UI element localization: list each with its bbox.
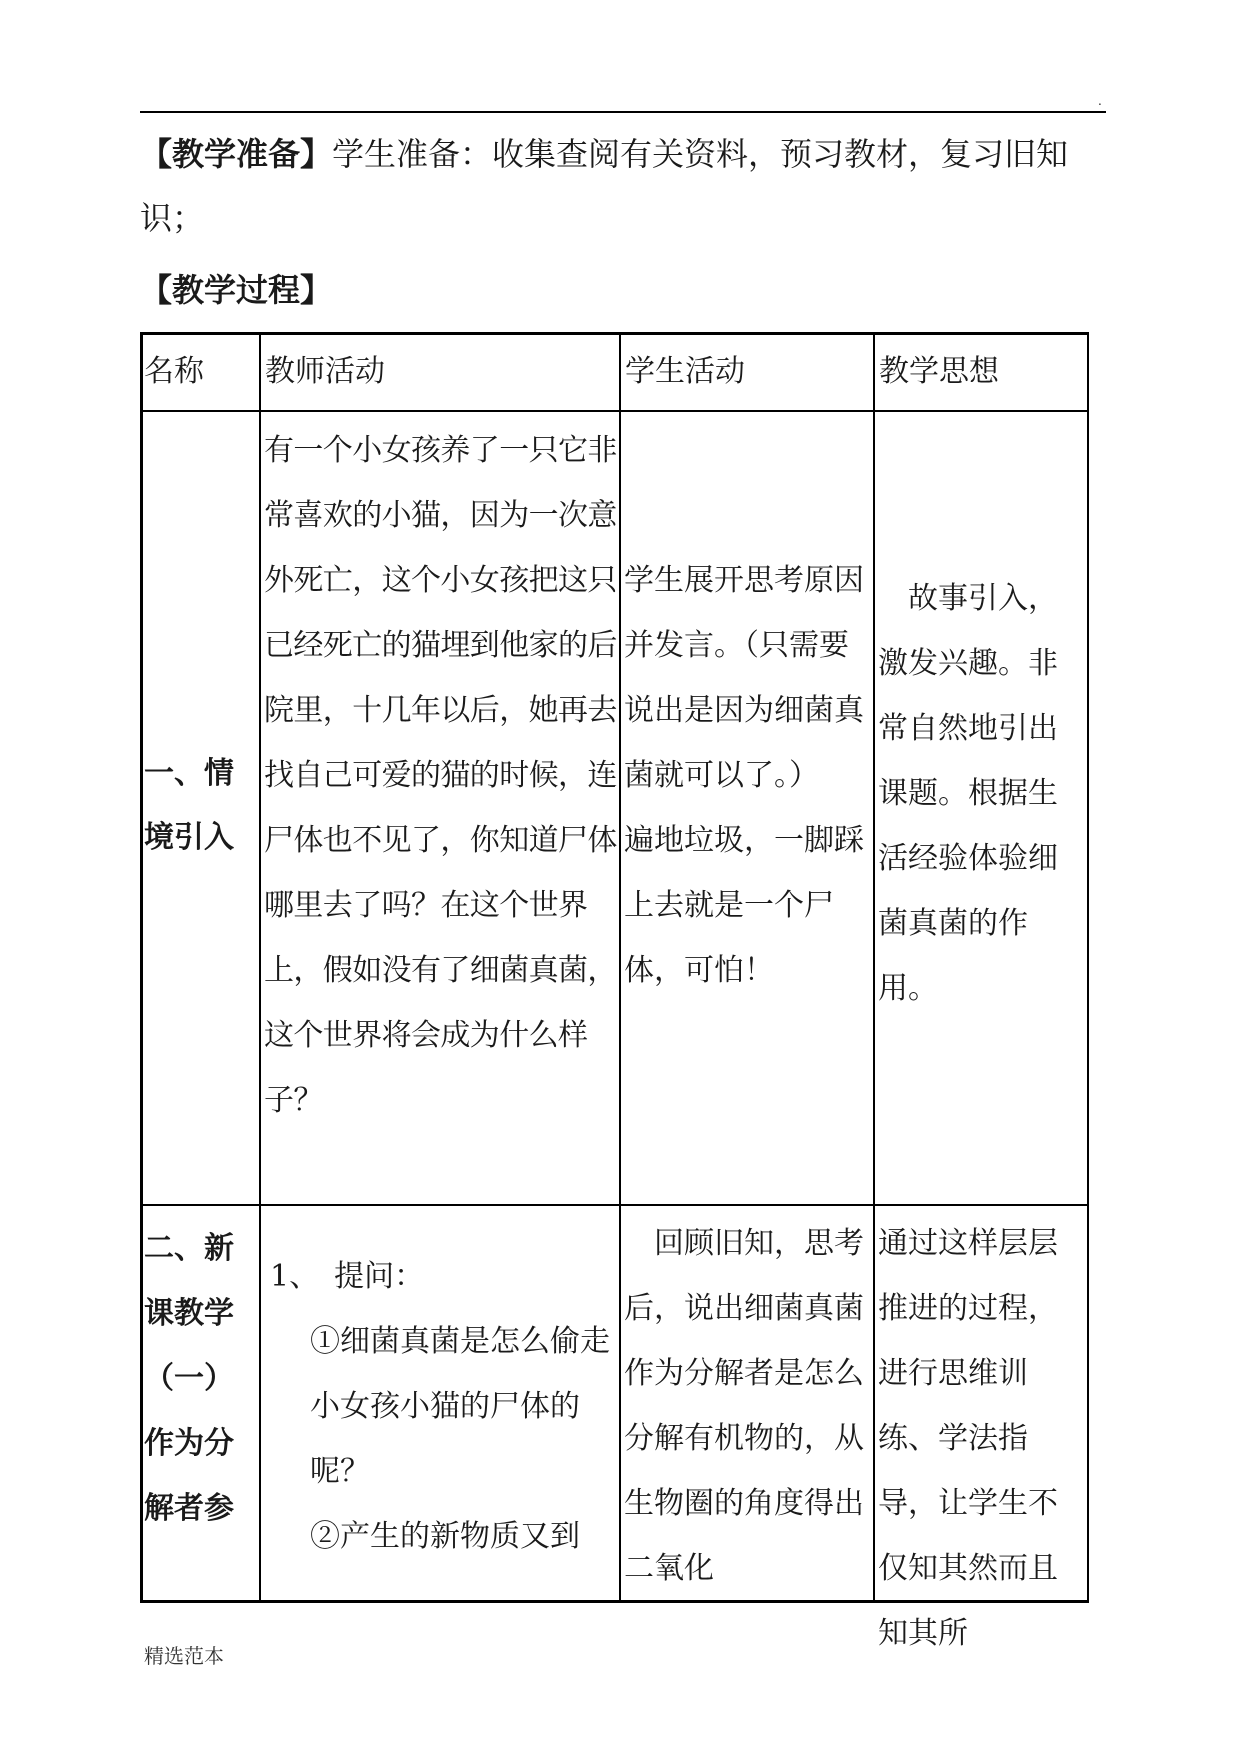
- header-teacher: 教师活动: [265, 354, 385, 389]
- header-idea: 教学思想: [879, 354, 999, 389]
- footer-text: 精选范本: [144, 1644, 224, 1668]
- preparation-label: 【教学准备】: [140, 135, 333, 173]
- preparation-paragraph: [140, 122, 1110, 250]
- row1-student: 学生展开思考原因并发言。（只需要说出是因为细菌真菌就可以了。） 遍地垃圾，一脚踩上去就是一个尸体，可怕！: [624, 563, 864, 988]
- table-divider: [873, 332, 875, 1603]
- row2-idea: 通过这样层层推进的过程，进行思维训练、学法指导，让学生不仅知其然而且知其所: [878, 1226, 1058, 1651]
- row1-teacher: 有一个小女孩养了一只它非常喜欢的小猫，因为一次意外死亡，这个小女孩把这只已经死亡的猫埋到他家的后院里，十几年以后，她再去找自己可爱的猫的时候，连尸体也不见了，你知道尸体哪里去了吗？在这个世界上，假如没有了细菌真菌，这个世界将会成为什么样子？: [264, 433, 617, 1118]
- row2-student: 回顾旧知，思考后，说出细菌真菌作为分解者是怎么分解有机物的，从生物圈的角度得出二氧化: [624, 1226, 864, 1586]
- row2-name: 二、新课教学 （一）作为分解者参: [144, 1231, 234, 1526]
- header-student: 学生活动: [625, 354, 745, 389]
- row1-name: 一、情境引入: [144, 756, 234, 855]
- table-divider: [140, 1204, 1089, 1206]
- process-title: 【教学过程】: [140, 271, 333, 309]
- preparation-text: 学生准备：收集查阅有关资料，预习教材，复习旧知识；: [140, 135, 1069, 237]
- row1-idea: 故事引入，激发兴趣。非常自然地引出课题。根据生活经验体验细菌真菌的作用。: [878, 581, 1058, 1006]
- table-divider: [140, 410, 1089, 412]
- header-mark: .: [1098, 94, 1102, 108]
- header-name: 名称: [144, 354, 204, 389]
- table-divider: [619, 332, 621, 1603]
- table-divider: [259, 332, 261, 1603]
- row2-teacher: 1、 提问： ①细菌真菌是怎么偷走小女孩小猫的尸体的呢？ ②产生的新物质又到: [270, 1259, 610, 1554]
- header-rule: [140, 111, 1106, 113]
